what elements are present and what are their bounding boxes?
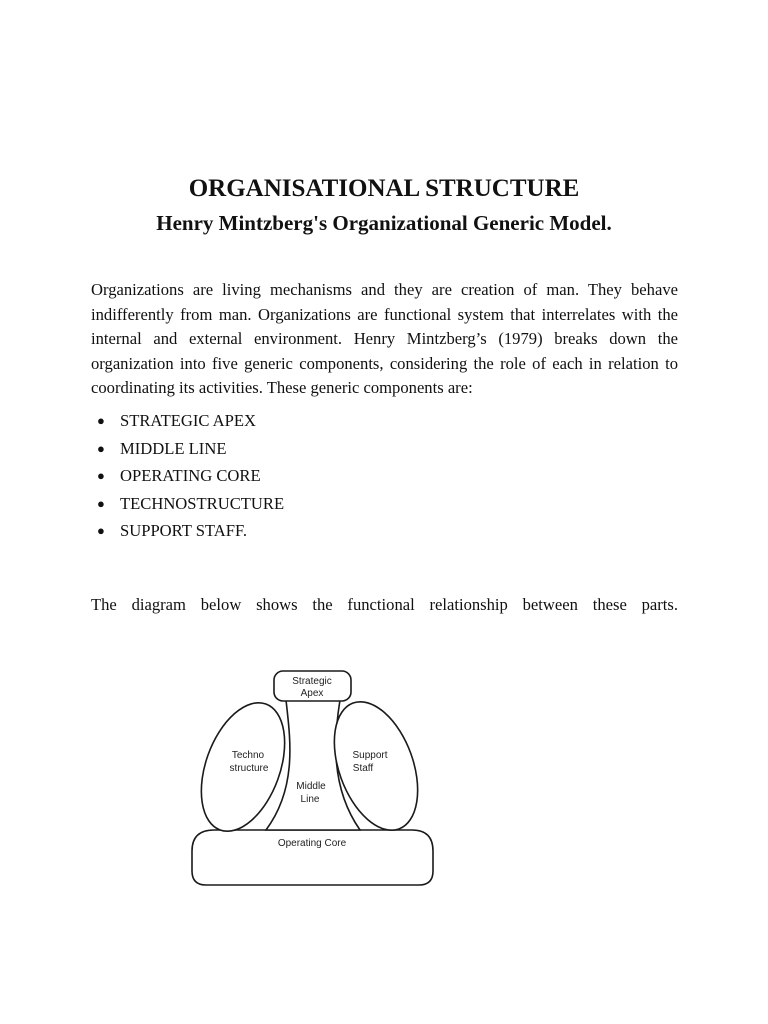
diagram-caption: The diagram below shows the functional relationship between these parts.	[91, 595, 678, 614]
document-title: ORGANISATIONAL STRUCTURE	[188, 175, 580, 202]
bullet-icon: ●	[97, 468, 105, 484]
support-staff-label-line2: Staff	[352, 763, 374, 774]
list-item	[91, 490, 284, 518]
list-item	[91, 517, 284, 545]
bullet-icon: ●	[97, 440, 105, 456]
bullet-icon: ●	[97, 523, 105, 539]
bullet-icon: ●	[97, 413, 105, 428]
list-item	[91, 435, 284, 463]
operating-core-label: Operating Core	[277, 838, 347, 849]
list-item	[91, 462, 284, 490]
support-staff-label-line1: Support	[352, 750, 388, 761]
middle-line-label-line2: Line	[300, 794, 320, 805]
technostructure-label-line2: structure	[229, 763, 269, 774]
list-item-label: MIDDLE LINE	[120, 438, 227, 458]
mintzberg-diagram	[190, 667, 436, 888]
middle-line-label-line1: Middle	[296, 781, 326, 792]
list-item-label: OPERATING CORE	[120, 466, 261, 486]
list-item-label: SUPPORT STAFF.	[120, 521, 248, 541]
list-item-label: TECHNOSTRUCTURE	[120, 493, 285, 513]
technostructure-label-line1: Techno	[231, 750, 265, 761]
document-subtitle: Henry Mintzberg's Organizational Generic Model.	[156, 211, 612, 235]
components-list	[91, 407, 284, 545]
list-item-label: STRATEGIC APEX	[120, 411, 256, 430]
strategic-apex-label-line2: Apex	[300, 688, 324, 699]
intro-paragraph: Organizations are living mechanisms and they are creation of man. They behave indifferently from man. Organizations are functional system that interrelates with the internal and external environment. Henry Mintzberg’s (1979) breaks down the organization into five generic components, considering the role of each in relation to coordinating its activities. These generic components are:	[91, 280, 678, 397]
strategic-apex-label-line1: Strategic	[292, 676, 332, 687]
bullet-icon: ●	[97, 495, 105, 511]
list-item	[91, 407, 284, 435]
